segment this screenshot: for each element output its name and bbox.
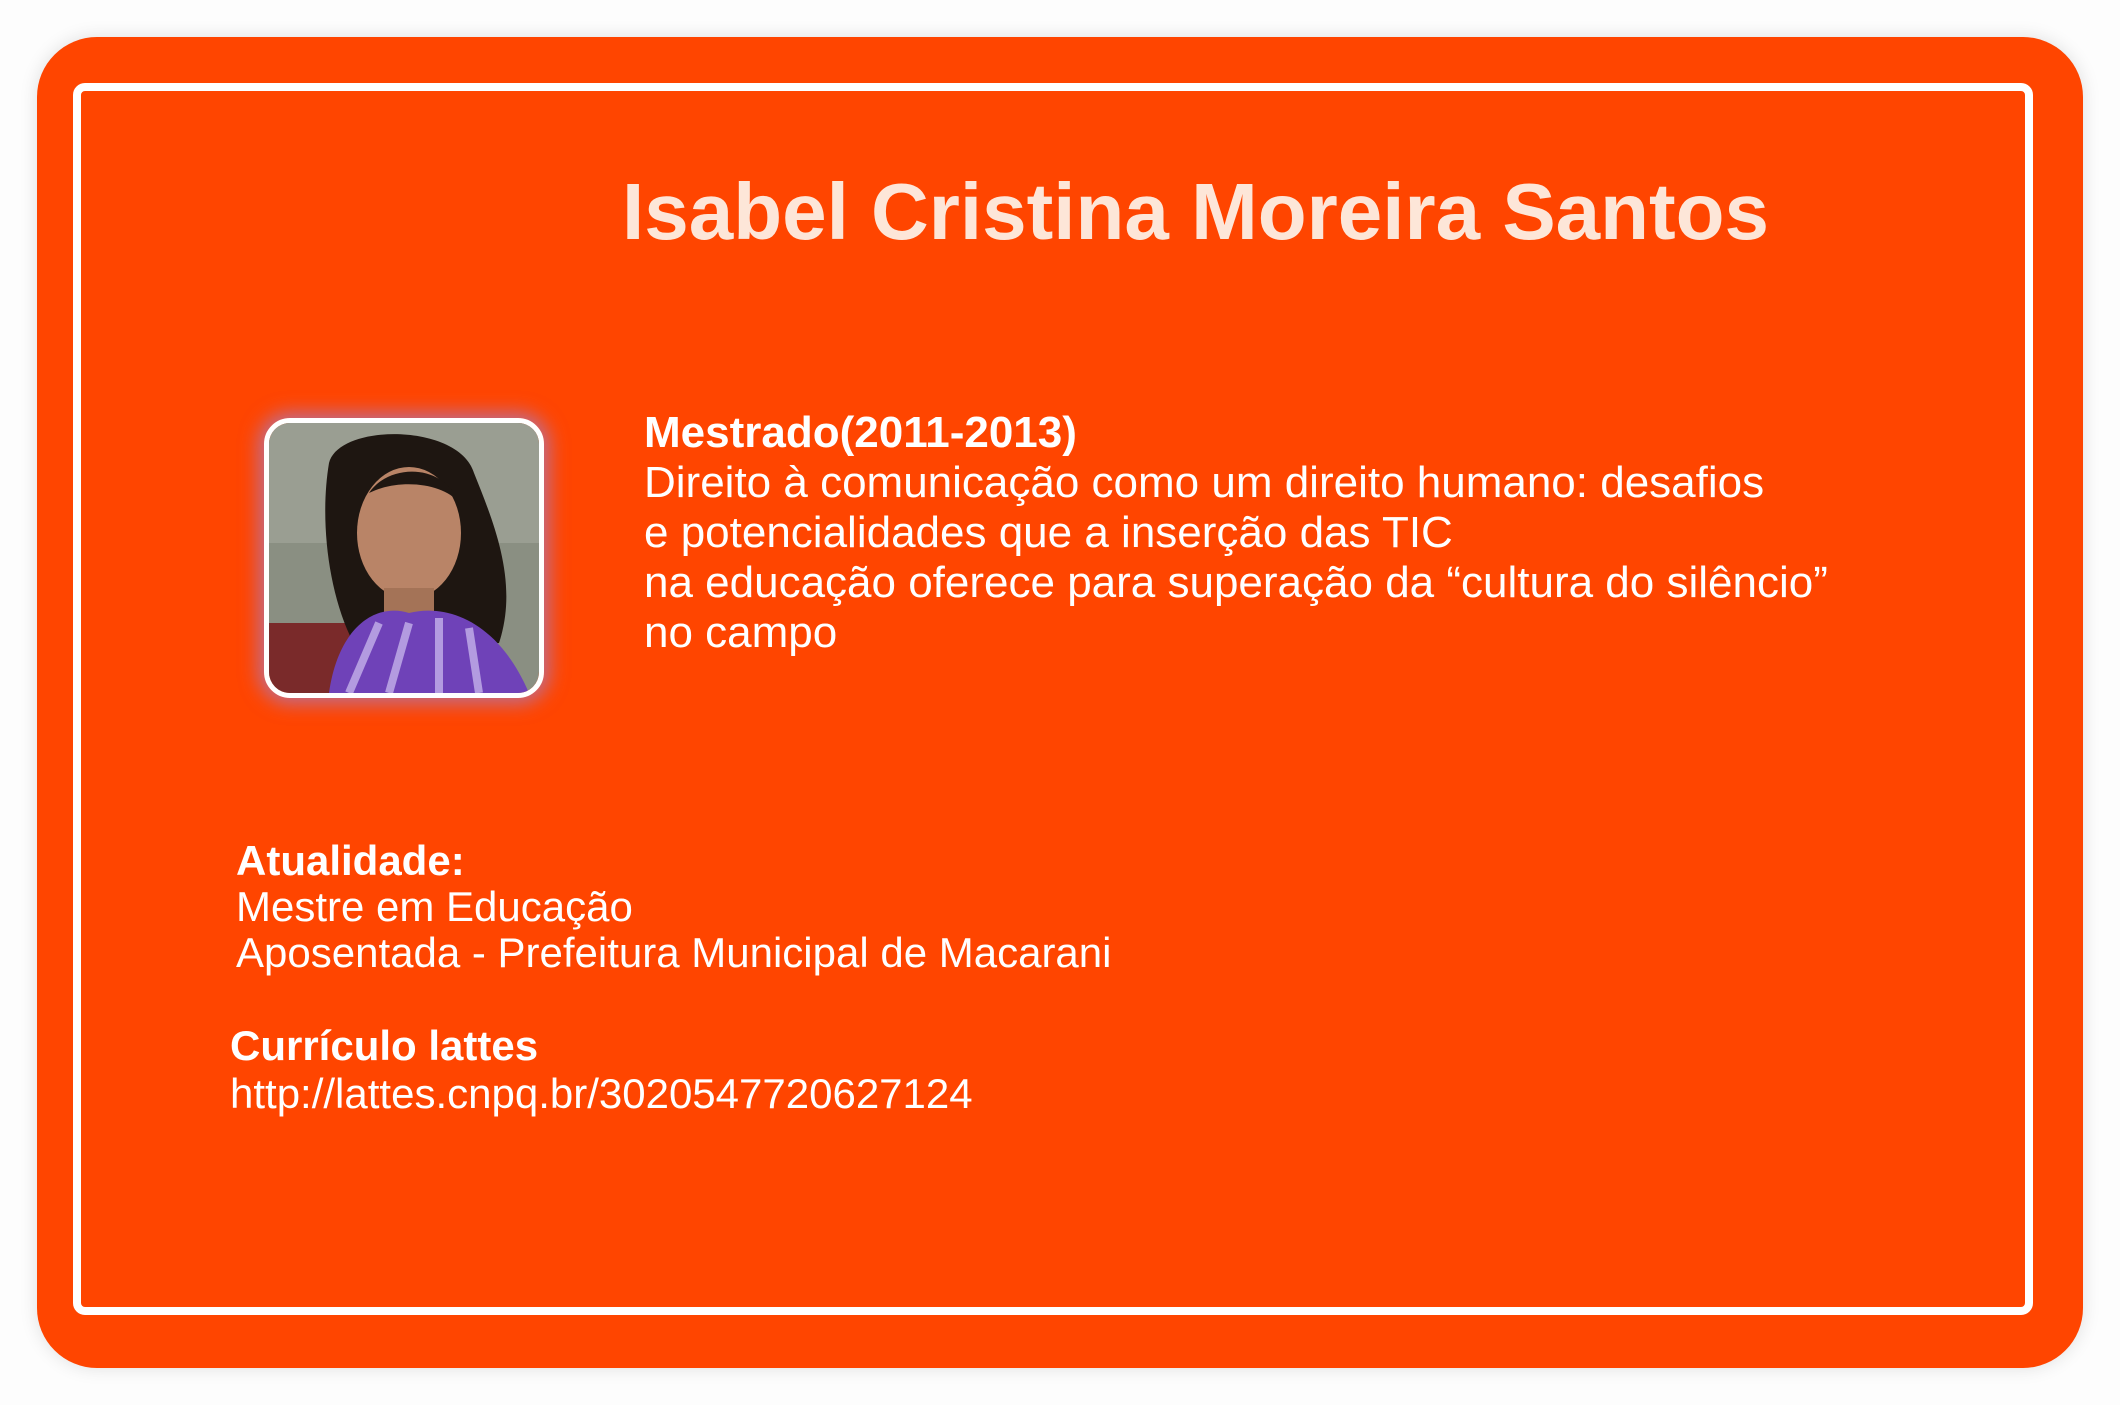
person-portrait-icon: [269, 423, 539, 693]
atualidade-heading: Atualidade:: [236, 837, 465, 884]
mestrado-line: Direito à comunicação como um direito humano: desafios: [644, 458, 1765, 507]
profile-photo: [264, 418, 544, 698]
atualidade-line: Mestre em Educação: [236, 883, 633, 930]
curriculo-heading: Currículo lattes: [230, 1022, 539, 1069]
profile-name: Isabel Cristina Moreira Santos: [622, 167, 1770, 256]
mestrado-line: no campo: [644, 608, 838, 657]
mestrado-section: [644, 408, 1828, 658]
lattes-link[interactable]: http://lattes.cnpq.br/3020547720627124: [230, 1070, 973, 1117]
curriculo-section: [230, 1022, 973, 1118]
mestrado-heading: Mestrado(2011-2013): [644, 408, 1077, 457]
atualidade-line: Aposentada - Prefeitura Municipal de Macarani: [236, 929, 1112, 976]
atualidade-section: [236, 838, 1111, 976]
mestrado-line: na educação oferece para superação da “cultura do silêncio”: [644, 558, 1828, 607]
mestrado-line: e potencialidades que a inserção das TIC: [644, 508, 1453, 557]
card-inner-border: [73, 83, 2033, 1315]
